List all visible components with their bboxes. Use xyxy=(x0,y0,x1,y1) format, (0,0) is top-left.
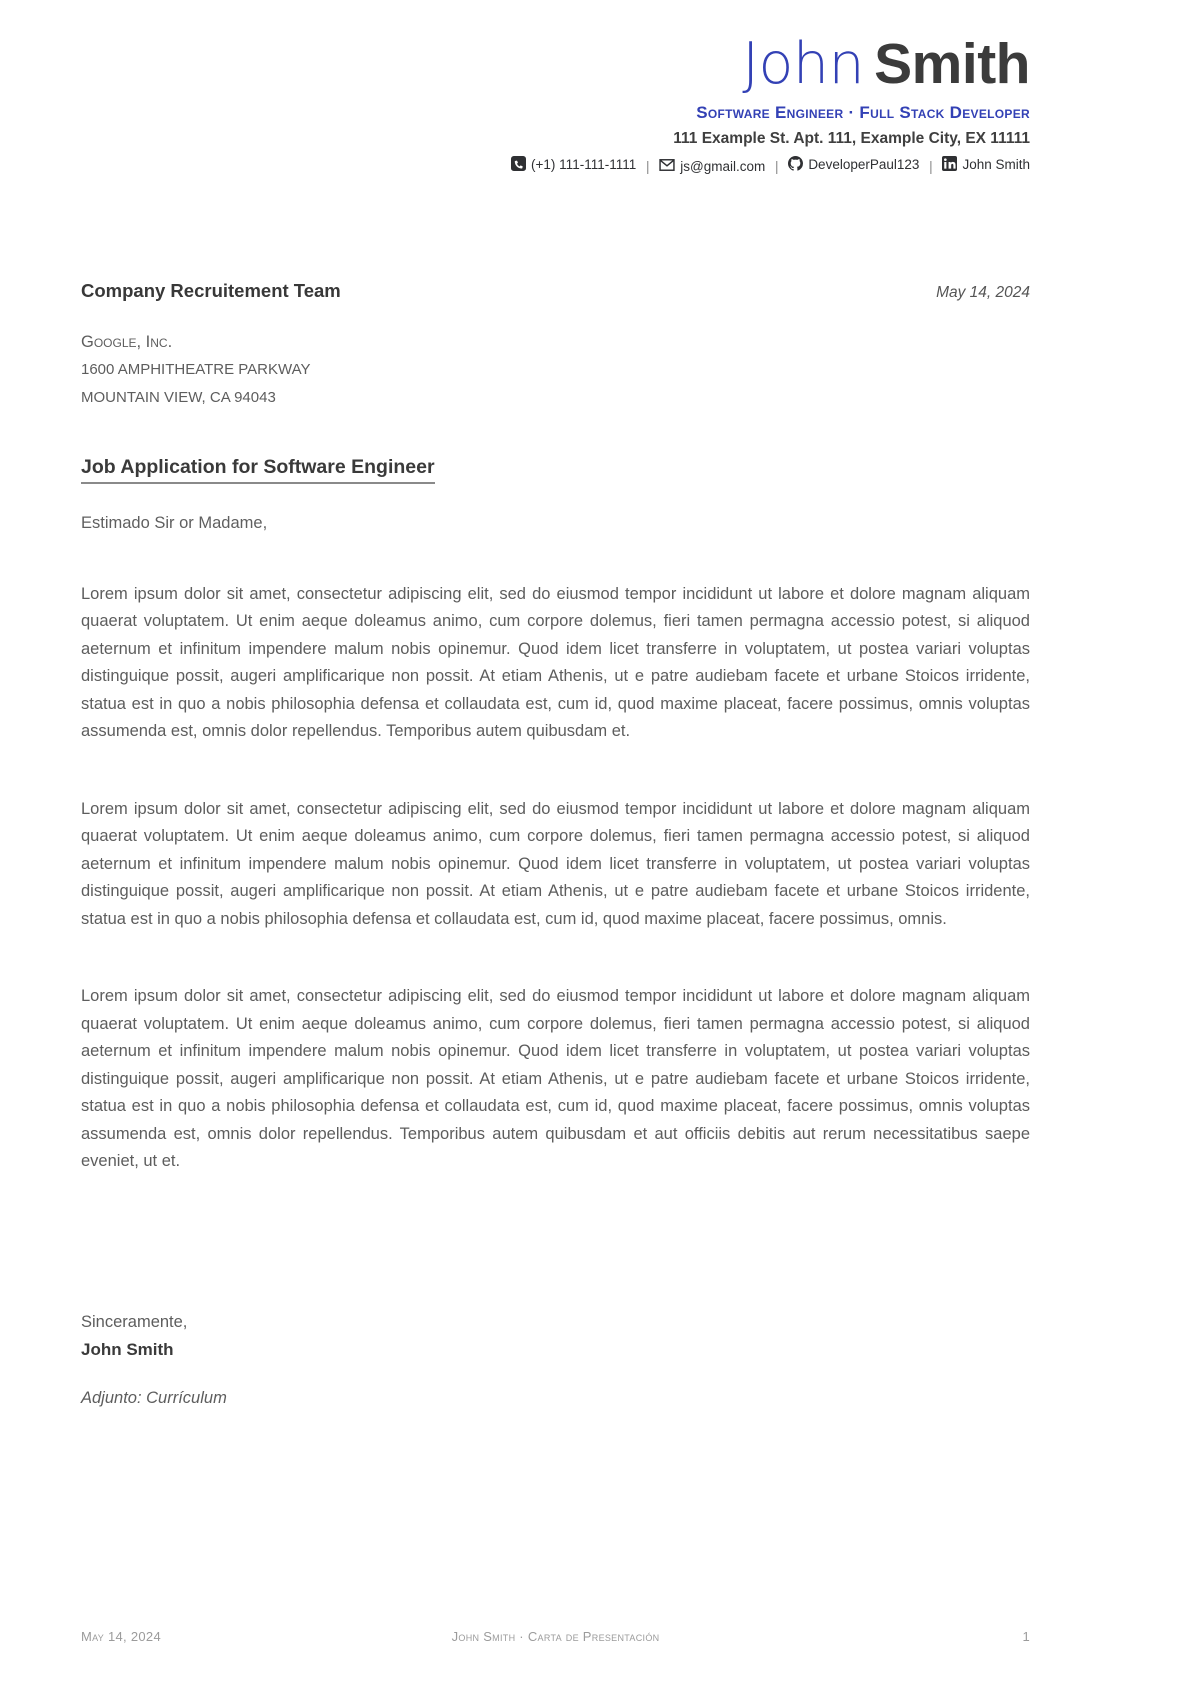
github-username: DeveloperPaul123 xyxy=(808,157,920,173)
phone-icon xyxy=(511,156,526,174)
github-contact[interactable] xyxy=(788,156,919,174)
contact-line xyxy=(81,156,1030,174)
footer-document-title: John Smith · Carta de Presentación xyxy=(451,1629,660,1644)
enclosure-note: Adjunto: Currículum xyxy=(81,1388,227,1407)
email-icon xyxy=(659,159,675,174)
page-footer xyxy=(81,1629,1030,1644)
linkedin-contact[interactable] xyxy=(942,156,1030,174)
linkedin-icon xyxy=(942,156,957,174)
email-contact[interactable] xyxy=(659,159,765,174)
recipient-address-line-1: 1600 AMPHITHEATRE PARKWAY xyxy=(81,360,311,378)
person-name xyxy=(81,31,1030,97)
footer-page-number: 1 xyxy=(1022,1629,1031,1644)
body-paragraph-1: Lorem ipsum dolor sit amet, consectetur adipiscing elit, sed do eiusmod tempor incididunt ut labore et dolore magnam aliquam quaerat voluptatem. Ut enim aeque doleamus animo, cum corpore dolemus, fieri tamen permagna accessio potest, si aliquod aeternum et infinitum impendere malum nobis opinemur. Quod idem licet transferre in voluptatem, ut postea variari voluptas distinguique possit, augeri amplificarique non possit. At etiam Athenis, ut e patre audiebam facete et urbane Stoicos irridente, statua est in quo a nobis philosophia defensa et collaudata est, cum id, quod maxime placeat, facere possimus, omnis voluptas assumenda est, omnis dolor repellendus. Temporibus autem quibusdam et. xyxy=(81,584,1030,741)
letter-date: May 14, 2024 xyxy=(936,283,1030,301)
header xyxy=(81,31,1030,174)
recipient-name: Company Recruitement Team xyxy=(81,279,341,301)
letter-subject xyxy=(81,456,1030,484)
contact-separator: | xyxy=(929,158,933,174)
linkedin-name: John Smith xyxy=(962,157,1030,173)
recipient-row xyxy=(81,280,1030,302)
first-name: John xyxy=(742,31,865,97)
footer-date: May 14, 2024 xyxy=(81,1629,161,1644)
letter-subject-text: Job Application for Software Engineer xyxy=(81,456,435,484)
sender-address: 111 Example St. Apt. 111, Example City, EX 11111 xyxy=(673,129,1030,147)
github-icon xyxy=(788,156,803,174)
recipient-address-line-2: MOUNTAIN VIEW, CA 94043 xyxy=(81,388,276,406)
contact-separator: | xyxy=(646,158,650,174)
closing-block xyxy=(81,1309,1030,1363)
body-paragraph-2: Lorem ipsum dolor sit amet, consectetur adipiscing elit, sed do eiusmod tempor incididunt ut labore et dolore magnam aliquam quaerat voluptatem. Ut enim aeque doleamus animo, cum corpore dolemus, fieri tamen permagna accessio potest, si aliquod aeternum et infinitum impendere malum nobis opinemur. Quod idem licet transferre in voluptatem, ut postea variari voluptas distinguique possit, augeri amplificarique non possit. At etiam Athenis, ut e patre audiebam facete et urbane Stoicos irridente, statua est in quo a nobis philosophia defensa et collaudata est, cum id, quod maxime placeat, facere possimus, omnis. xyxy=(81,799,1030,928)
last-name: Smith xyxy=(874,32,1030,96)
email-address: js@gmail.com xyxy=(680,158,766,174)
phone-number: (+1) 111-111-1111 xyxy=(531,157,637,173)
closing-phrase: Sinceramente, xyxy=(81,1312,188,1331)
contact-separator: | xyxy=(775,158,779,174)
salutation: Estimado Sir or Madame, xyxy=(81,513,268,532)
body-paragraph-3: Lorem ipsum dolor sit amet, consectetur adipiscing elit, sed do eiusmod tempor incididunt ut labore et dolore magnam aliquam quaerat voluptatem. Ut enim aeque doleamus animo, cum corpore dolemus, fieri tamen permagna accessio potest, si aliquod aeternum et infinitum impendere malum nobis opinemur. Quod idem licet transferre in voluptatem, ut postea variari voluptas distinguique possit, augeri amplificarique non possit. At etiam Athenis, ut e patre audiebam facete et urbane Stoicos irridente, statua est in quo a nobis philosophia defensa et collaudata est, cum id, quod maxime placeat, facere possimus, omnis voluptas assumenda est, omnis dolor repellendus. Temporibus autem quibusdam et aut officiis debitis aut rerum necessitatibus saepe eveniet, ut et. xyxy=(81,987,1030,1171)
signature-name: John Smith xyxy=(81,1339,174,1359)
job-title-line: Software Engineer · Full Stack Developer xyxy=(696,102,1030,122)
phone-contact[interactable] xyxy=(511,156,636,174)
recipient-company: Google, Inc. xyxy=(81,332,173,351)
